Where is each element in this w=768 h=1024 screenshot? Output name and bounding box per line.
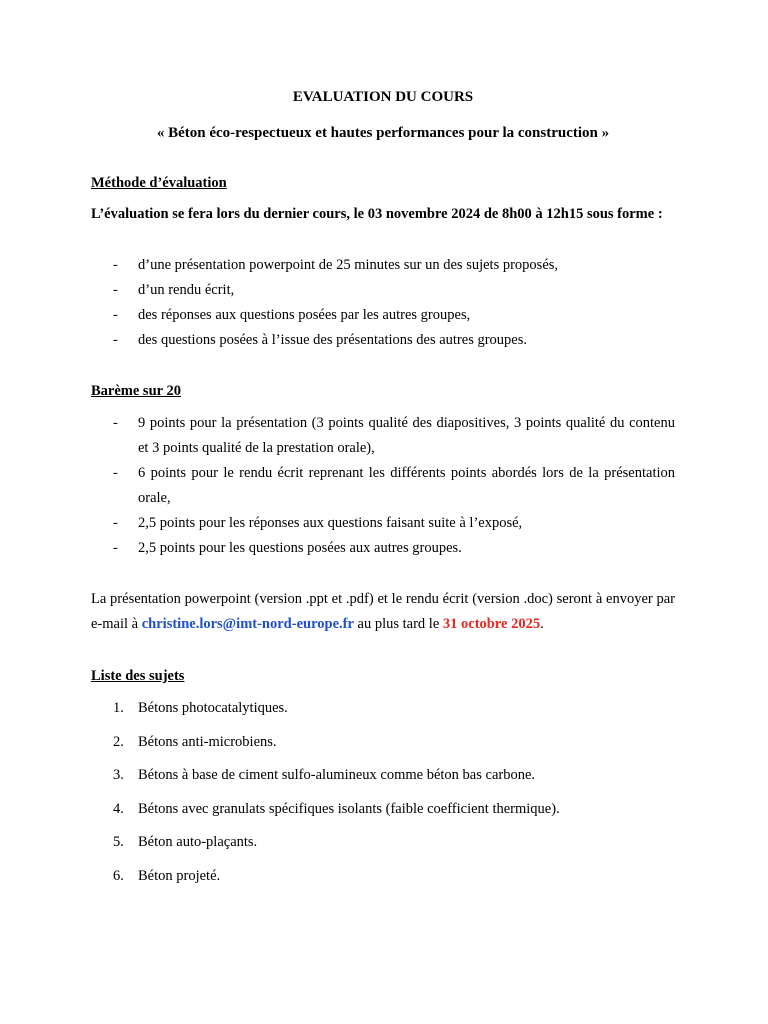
- methode-item-text: des réponses aux questions posées par les autres groupes,: [138, 307, 471, 323]
- bullet-dash: -: [113, 540, 118, 556]
- methode-heading: Méthode d’évaluation: [91, 175, 227, 191]
- list-item: [91, 536, 675, 561]
- methode-item-text: des questions posées à l’issue des présentations des autres groupes.: [138, 332, 528, 348]
- list-item: [91, 303, 675, 328]
- methode-intro: L’évaluation se fera lors du dernier cours, le 03 novembre 2024 de 8h00 à 12h15 sous forme :: [91, 206, 663, 222]
- bullet-dash: -: [113, 465, 118, 481]
- bareme-heading: Barème sur 20: [91, 383, 181, 399]
- envoi-paragraph: [91, 587, 675, 637]
- bullet-dash: -: [113, 257, 118, 273]
- bullet-dash: -: [113, 307, 118, 323]
- sujet-label: Béton projeté.: [138, 867, 221, 884]
- envoi-text-after: .: [540, 616, 544, 632]
- bareme-item-text: 9 points pour la présentation (3 points qualité des diapositives, 3 points qualité du contenu et 3 points qualité de la prestation orale),: [138, 415, 675, 456]
- item-number: 5.: [113, 834, 124, 850]
- bareme-item-text: 2,5 points pour les réponses aux questions faisant suite à l’exposé,: [138, 515, 523, 531]
- sujet-label: Béton auto-plaçants.: [138, 834, 258, 850]
- bullet-dash: -: [113, 282, 118, 298]
- methode-item-text: d’une présentation powerpoint de 25 minutes sur un des sujets proposés,: [138, 257, 559, 273]
- document-subtitle: « Béton éco-respectueux et hautes performances pour la construction »: [156, 125, 610, 141]
- sujet-label: Bétons à base de ciment sulfo-alumineux comme béton bas carbone.: [138, 767, 536, 783]
- bullet-dash: -: [113, 415, 118, 431]
- list-item: [91, 328, 675, 353]
- bullet-dash: -: [113, 332, 118, 348]
- email-link[interactable]: christine.lors@imt-nord-europe.fr: [141, 616, 354, 632]
- list-item: [91, 866, 675, 900]
- bareme-item-text: 6 points pour le rendu écrit reprenant les différents points abordés lors de la présentation orale,: [138, 465, 675, 506]
- list-item: [91, 799, 675, 833]
- item-number: 1.: [113, 700, 124, 716]
- sujet-label: Bétons anti-microbiens.: [138, 733, 277, 750]
- sujets-heading: Liste des sujets: [91, 668, 185, 684]
- bareme-item-text: 2,5 points pour les questions posées aux autres groupes.: [138, 540, 462, 556]
- list-item: [91, 411, 675, 461]
- bullet-dash: -: [113, 515, 118, 531]
- item-number: 2.: [113, 733, 124, 750]
- list-item: [91, 278, 675, 303]
- deadline-date: 31 octobre 2025: [442, 616, 541, 632]
- list-item: [91, 698, 675, 732]
- list-item: [91, 732, 675, 766]
- item-number: 4.: [113, 800, 124, 817]
- list-item: [91, 511, 675, 536]
- list-item: [91, 461, 675, 511]
- list-item: [91, 765, 675, 799]
- list-item: [91, 832, 675, 866]
- sujet-label: Bétons avec granulats spécifiques isolants (faible coefficient thermique).: [138, 800, 560, 817]
- methode-list: [91, 253, 675, 353]
- methode-item-text: d’un rendu écrit,: [138, 282, 235, 298]
- bareme-list: [91, 411, 675, 561]
- item-number: 3.: [113, 767, 124, 783]
- document-title: EVALUATION DU COURS: [292, 89, 474, 105]
- envoi-text-middle: au plus tard le: [353, 616, 443, 632]
- list-item: [91, 253, 675, 278]
- sujets-list: [91, 698, 675, 899]
- envoi-text-before: La présentation powerpoint (version .ppt et .pdf) et le rendu écrit (version .doc) seront à envoyer par e-mail à: [91, 591, 675, 632]
- sujet-label: Bétons photocatalytiques.: [138, 700, 288, 716]
- item-number: 6.: [113, 867, 124, 884]
